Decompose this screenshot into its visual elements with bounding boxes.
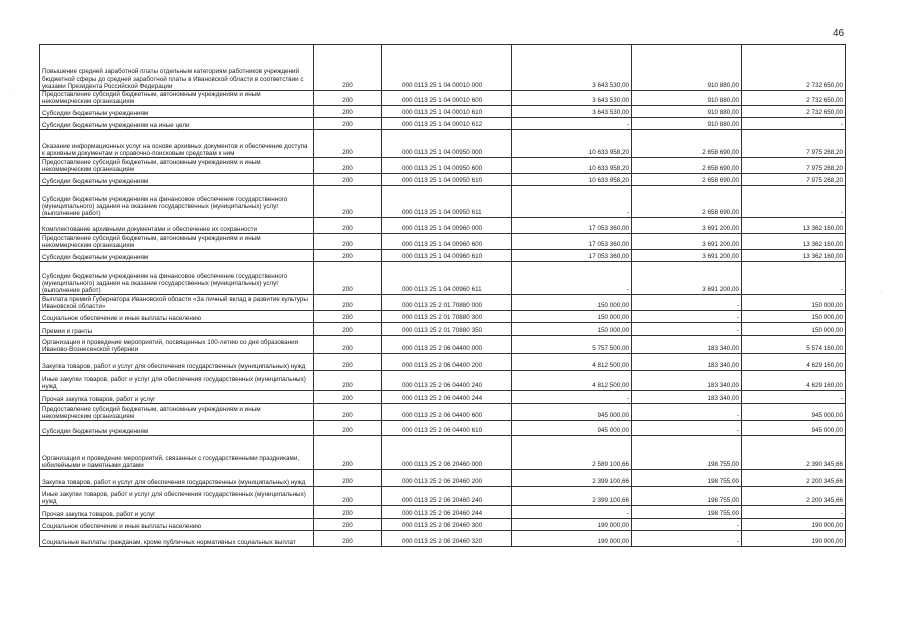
row-name: Повышение средней заработной платы отдельным категориям работников учреждений бюджетной сферы до средней заработной платы в Ивановской области в соответствии с указами Президента Российской Федерации (40, 45, 314, 91)
row-result: 945 000,00 (742, 404, 846, 421)
row-approved: 945 000,00 (512, 404, 632, 421)
table-body (40, 45, 846, 547)
table-row (40, 436, 846, 470)
row-code: 200 (314, 336, 382, 354)
row-kbk: 000 0113 25 2 06 04400 244 (382, 391, 512, 404)
row-kbk: 000 0113 25 2 06 04400 000 (382, 336, 512, 354)
row-code: 200 (314, 470, 382, 487)
table-row (40, 106, 846, 118)
row-change: 183 340,00 (632, 336, 742, 354)
row-name: Субсидии бюджетным учреждениям (40, 421, 314, 436)
row-approved: 2 399 100,66 (512, 487, 632, 506)
row-name: Организация и проведение мероприятий, посвященных 100-летию со дня образования Иваново-Вознесенской губернии (40, 336, 314, 354)
row-code: 200 (314, 174, 382, 186)
row-kbk: 000 0113 25 1 04 00960 610 (382, 250, 512, 262)
row-name: Иные закупки товаров, работ и услуг для обеспечения государственных (муниципальных) нужд (40, 371, 314, 391)
row-change: 3 691 200,00 (632, 234, 742, 250)
row-approved: 3 643 530,00 (512, 91, 632, 106)
row-change: 183 340,00 (632, 371, 742, 391)
row-approved: 10 633 958,20 (512, 174, 632, 186)
row-result: - (742, 118, 846, 130)
row-result: 4 629 160,00 (742, 354, 846, 371)
row-change: 910 880,00 (632, 118, 742, 130)
row-code: 200 (314, 295, 382, 311)
row-approved: 2 589 100,66 (512, 436, 632, 470)
row-name: Социальное обеспечение и иные выплаты населению (40, 311, 314, 323)
row-change: - (632, 295, 742, 311)
row-name: Предоставление субсидий бюджетным, автономным учреждениям и иным некоммерческим организациям (40, 91, 314, 106)
row-approved: 3 643 530,00 (512, 45, 632, 91)
row-change: 910 880,00 (632, 91, 742, 106)
budget-table-container (39, 44, 845, 547)
row-approved: 150 000,00 (512, 323, 632, 336)
row-approved: 150 000,00 (512, 295, 632, 311)
row-name: Оказание информационных услуг на основе архивных документов и обеспечение доступа к архивным документам и справочно-поисковым средствам к ним (40, 130, 314, 158)
row-result: 13 362 160,00 (742, 218, 846, 234)
row-approved: 10 633 958,20 (512, 158, 632, 174)
row-approved: 3 643 530,00 (512, 106, 632, 118)
row-kbk: 000 0113 25 1 04 00010 610 (382, 106, 512, 118)
row-change: - (632, 421, 742, 436)
row-result: 945 000,00 (742, 421, 846, 436)
row-change: - (632, 323, 742, 336)
row-kbk: 000 0113 25 1 04 00010 612 (382, 118, 512, 130)
table-row (40, 118, 846, 130)
table-row (40, 404, 846, 421)
table-row (40, 487, 846, 506)
row-kbk: 000 0113 25 1 04 00960 600 (382, 234, 512, 250)
row-code: 200 (314, 158, 382, 174)
table-row (40, 158, 846, 174)
row-name: Закупка товаров, работ и услуг для обеспечения государственных (муниципальных) нужд (40, 470, 314, 487)
row-name: Предоставление субсидий бюджетным, автономным учреждениям и иным некоммерческим организациям (40, 404, 314, 421)
row-change: 2 658 690,00 (632, 174, 742, 186)
row-code: 200 (314, 354, 382, 371)
row-name: Субсидии бюджетным учреждениям на иные цели (40, 118, 314, 130)
row-name: Иные закупки товаров, работ и услуг для обеспечения государственных (муниципальных) нужд (40, 487, 314, 506)
row-name: Субсидии бюджетным учреждениям (40, 174, 314, 186)
table-row (40, 234, 846, 250)
row-approved: 17 053 360,00 (512, 250, 632, 262)
table-row (40, 262, 846, 295)
scan-speck: · (880, 290, 882, 296)
table-row (40, 174, 846, 186)
table-row (40, 371, 846, 391)
row-code: 200 (314, 404, 382, 421)
scan-speck: · (10, 92, 12, 98)
row-code: 200 (314, 91, 382, 106)
row-change: 910 880,00 (632, 45, 742, 91)
row-approved: 190 000,00 (512, 519, 632, 531)
row-kbk: 000 0113 25 2 01 70880 000 (382, 295, 512, 311)
row-result: 150 000,00 (742, 295, 846, 311)
table-row (40, 531, 846, 547)
row-change: - (632, 531, 742, 547)
row-approved: 2 399 100,66 (512, 470, 632, 487)
row-result: 5 574 160,00 (742, 336, 846, 354)
row-change: 198 755,00 (632, 506, 742, 519)
row-approved: 17 053 360,00 (512, 234, 632, 250)
row-kbk: 000 0113 25 2 06 04400 600 (382, 404, 512, 421)
row-code: 200 (314, 250, 382, 262)
row-code: 200 (314, 218, 382, 234)
row-approved: - (512, 506, 632, 519)
row-kbk: 000 0113 25 1 04 00950 610 (382, 174, 512, 186)
row-result: 4 629 160,00 (742, 371, 846, 391)
row-kbk: 000 0113 25 1 04 00950 000 (382, 130, 512, 158)
table-row (40, 519, 846, 531)
row-approved: 150 000,00 (512, 311, 632, 323)
row-change: 2 658 690,00 (632, 186, 742, 218)
row-code: 200 (314, 262, 382, 295)
row-code: 200 (314, 421, 382, 436)
row-approved: 4 812 500,00 (512, 371, 632, 391)
row-kbk: 000 0113 25 1 04 00960 611 (382, 262, 512, 295)
row-approved: 4 812 500,00 (512, 354, 632, 371)
row-kbk: 000 0113 25 2 06 04400 240 (382, 371, 512, 391)
row-result: - (742, 262, 846, 295)
table-row (40, 391, 846, 404)
row-kbk: 000 0113 25 2 06 04400 200 (382, 354, 512, 371)
row-code: 200 (314, 130, 382, 158)
row-name: Выплата премий Губернатора Ивановской области «За личный вклад в развитие культуры Ивановской области» (40, 295, 314, 311)
table-row (40, 218, 846, 234)
row-name: Субсидии бюджетным учреждениям на финансовое обеспечение государственного (муниципального) задания на оказание государственных (муниципальных) услуг (выполнение работ) (40, 186, 314, 218)
row-name: Комплектование архивными документами и обеспечение их сохранности (40, 218, 314, 234)
row-change: 198 755,00 (632, 487, 742, 506)
row-kbk: 000 0113 25 2 06 04400 610 (382, 421, 512, 436)
row-code: 200 (314, 186, 382, 218)
row-name: Прочая закупка товаров, работ и услуг (40, 506, 314, 519)
table-row (40, 336, 846, 354)
row-name: Субсидии бюджетным учреждениям (40, 106, 314, 118)
table-row (40, 91, 846, 106)
row-name: Прочая закупка товаров, работ и услуг (40, 391, 314, 404)
row-change: 3 691 200,00 (632, 250, 742, 262)
row-kbk: 000 0113 25 1 04 00950 611 (382, 186, 512, 218)
row-code: 200 (314, 311, 382, 323)
row-code: 200 (314, 506, 382, 519)
row-change: 2 658 690,00 (632, 130, 742, 158)
row-result: 7 975 268,20 (742, 174, 846, 186)
row-change: 910 880,00 (632, 106, 742, 118)
row-name: Социальные выплаты гражданам, кроме публичных нормативных социальных выплат (40, 531, 314, 547)
table-row (40, 470, 846, 487)
row-kbk: 000 0113 25 2 06 20460 300 (382, 519, 512, 531)
row-result: 150 000,00 (742, 311, 846, 323)
row-result: 2 732 650,00 (742, 91, 846, 106)
row-approved: 945 000,00 (512, 421, 632, 436)
table-row (40, 354, 846, 371)
row-code: 200 (314, 45, 382, 91)
row-result: 13 362 160,00 (742, 250, 846, 262)
row-code: 200 (314, 436, 382, 470)
row-code: 200 (314, 118, 382, 130)
row-name: Предоставление субсидий бюджетным, автономным учреждениям и иным некоммерческим организациям (40, 158, 314, 174)
row-change: 198 755,00 (632, 436, 742, 470)
row-code: 200 (314, 106, 382, 118)
row-name: Закупка товаров, работ и услуг для обеспечения государственных (муниципальных) нужд (40, 354, 314, 371)
table-row (40, 45, 846, 91)
row-kbk: 000 0113 25 2 06 20460 320 (382, 531, 512, 547)
row-change: 198 755,00 (632, 470, 742, 487)
row-change: - (632, 311, 742, 323)
table-row (40, 250, 846, 262)
row-change: 3 691 200,00 (632, 262, 742, 295)
row-result: - (742, 506, 846, 519)
table-row (40, 323, 846, 336)
row-result: - (742, 186, 846, 218)
row-kbk: 000 0113 25 2 06 20460 000 (382, 436, 512, 470)
row-approved: - (512, 186, 632, 218)
row-name: Социальное обеспечение и иные выплаты населению (40, 519, 314, 531)
row-approved: - (512, 118, 632, 130)
row-code: 200 (314, 487, 382, 506)
row-kbk: 000 0113 25 1 04 00960 000 (382, 218, 512, 234)
row-kbk: 000 0113 25 2 01 70880 300 (382, 311, 512, 323)
table-row (40, 130, 846, 158)
row-result: 7 975 268,20 (742, 158, 846, 174)
row-code: 200 (314, 391, 382, 404)
row-result: 2 732 650,00 (742, 106, 846, 118)
row-name: Организация и проведение мероприятий, связанных с государственными праздниками, юбилейными и памятными датами (40, 436, 314, 470)
row-result: 2 390 345,66 (742, 436, 846, 470)
row-result: 190 000,00 (742, 519, 846, 531)
table-row (40, 421, 846, 436)
row-change: 183 340,00 (632, 391, 742, 404)
row-approved: 5 757 500,00 (512, 336, 632, 354)
row-result: 2 200 345,66 (742, 487, 846, 506)
row-code: 200 (314, 531, 382, 547)
row-approved: - (512, 262, 632, 295)
table-row (40, 506, 846, 519)
table-row (40, 295, 846, 311)
row-change: - (632, 404, 742, 421)
row-result: - (742, 391, 846, 404)
row-kbk: 000 0113 25 1 04 00010 600 (382, 91, 512, 106)
row-approved: 17 053 360,00 (512, 218, 632, 234)
budget-table (39, 44, 846, 547)
row-code: 200 (314, 234, 382, 250)
row-code: 200 (314, 371, 382, 391)
row-kbk: 000 0113 25 2 06 20460 244 (382, 506, 512, 519)
row-change: - (632, 519, 742, 531)
row-result: 190 000,00 (742, 531, 846, 547)
row-approved: 190 000,00 (512, 531, 632, 547)
row-approved: - (512, 391, 632, 404)
row-name: Предоставление субсидий бюджетным, автономным учреждениям и иным некоммерческим организациям (40, 234, 314, 250)
row-result: 7 975 268,20 (742, 130, 846, 158)
row-kbk: 000 0113 25 2 01 70880 350 (382, 323, 512, 336)
row-name: Субсидии бюджетным учреждениям (40, 250, 314, 262)
row-result: 150 000,00 (742, 323, 846, 336)
row-kbk: 000 0113 25 1 04 00010 000 (382, 45, 512, 91)
row-change: 183 340,00 (632, 354, 742, 371)
row-name: Субсидии бюджетным учреждениям на финансовое обеспечение государственного (муниципального) задания на оказание государственных (муниципальных) услуг (выполнение работ) (40, 262, 314, 295)
table-row (40, 186, 846, 218)
row-change: 2 658 690,00 (632, 158, 742, 174)
page-number: 46 (833, 28, 845, 39)
row-result: 2 732 650,00 (742, 45, 846, 91)
row-result: 13 362 160,00 (742, 234, 846, 250)
row-kbk: 000 0113 25 2 06 20460 240 (382, 487, 512, 506)
row-code: 200 (314, 323, 382, 336)
row-kbk: 000 0113 25 2 06 20460 200 (382, 470, 512, 487)
row-code: 200 (314, 519, 382, 531)
table-row (40, 311, 846, 323)
row-result: 2 200 345,66 (742, 470, 846, 487)
row-approved: 10 633 958,20 (512, 130, 632, 158)
row-name: Премии и гранты (40, 323, 314, 336)
row-change: 3 691 200,00 (632, 218, 742, 234)
row-kbk: 000 0113 25 1 04 00950 600 (382, 158, 512, 174)
